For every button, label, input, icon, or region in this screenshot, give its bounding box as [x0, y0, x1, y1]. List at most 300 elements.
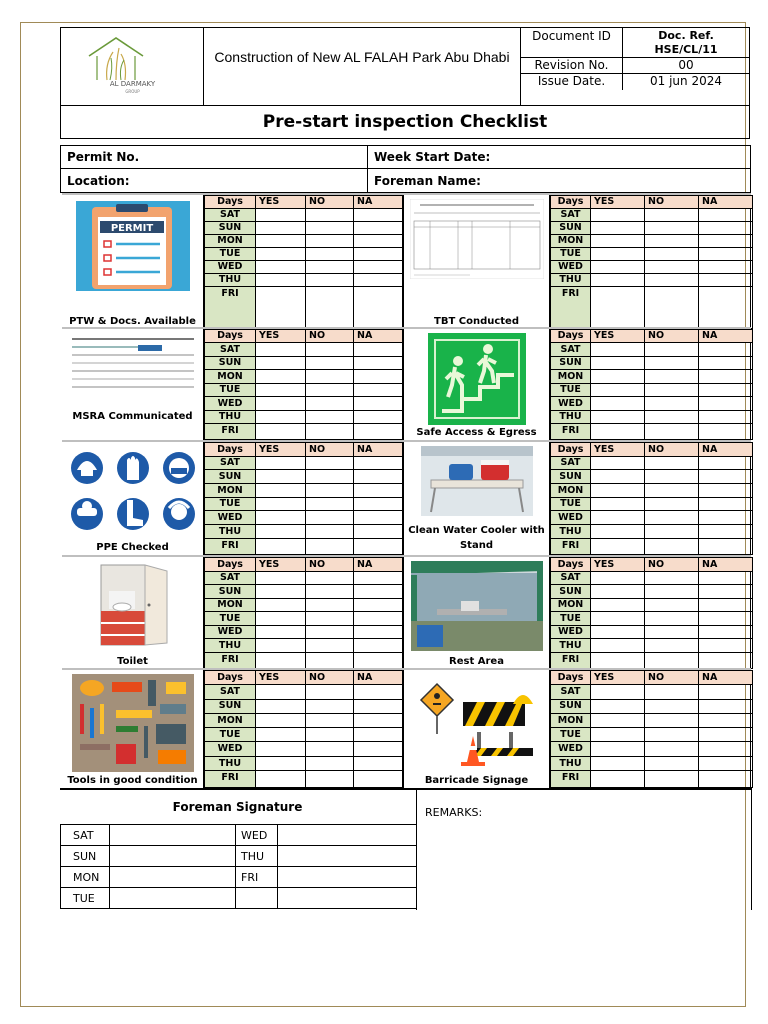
no-cell[interactable]	[645, 713, 699, 727]
na-cell[interactable]	[354, 248, 403, 261]
yes-cell[interactable]	[256, 397, 306, 410]
na-cell[interactable]	[699, 756, 753, 770]
day-label: TUE	[551, 728, 591, 742]
no-cell[interactable]	[645, 397, 699, 410]
na-cell[interactable]	[354, 343, 403, 356]
na-cell[interactable]	[699, 625, 753, 639]
item-rest-area	[404, 557, 549, 669]
yes-cell[interactable]	[591, 728, 645, 742]
no-cell[interactable]	[645, 456, 699, 470]
days-header: Days	[551, 330, 591, 343]
na-cell[interactable]	[699, 209, 753, 222]
day-label: WED	[551, 261, 591, 274]
no-cell[interactable]	[306, 598, 354, 612]
no-cell[interactable]	[306, 571, 354, 585]
na-cell[interactable]	[354, 742, 403, 756]
no-cell[interactable]	[645, 571, 699, 585]
na-cell[interactable]	[699, 370, 753, 383]
no-cell[interactable]	[306, 538, 354, 554]
yes-cell[interactable]	[591, 248, 645, 261]
foreman-signature-title: Foreman Signature	[172, 800, 303, 814]
no-cell[interactable]	[306, 484, 354, 498]
na-cell[interactable]	[354, 652, 403, 668]
yes-cell[interactable]	[256, 423, 306, 439]
sig-day-label	[236, 888, 278, 909]
yes-cell[interactable]	[256, 525, 306, 539]
na-cell[interactable]	[354, 209, 403, 222]
na-cell[interactable]	[354, 370, 403, 383]
na-cell[interactable]	[699, 248, 753, 261]
yes-cell[interactable]	[591, 598, 645, 612]
no-cell[interactable]	[306, 685, 354, 699]
na-cell[interactable]	[699, 397, 753, 410]
no-cell[interactable]	[306, 525, 354, 539]
na-header: NA	[354, 330, 403, 343]
yes-cell[interactable]	[256, 497, 306, 511]
day-label: SAT	[205, 209, 256, 222]
rest-area-icon	[411, 561, 543, 651]
na-cell[interactable]	[699, 598, 753, 612]
yes-cell[interactable]	[256, 699, 306, 713]
yes-cell[interactable]	[256, 639, 306, 653]
na-header: NA	[354, 558, 403, 572]
yes-cell[interactable]	[591, 274, 645, 287]
na-cell[interactable]	[699, 742, 753, 756]
na-cell[interactable]	[354, 383, 403, 396]
yes-cell[interactable]	[256, 511, 306, 525]
no-cell[interactable]	[306, 410, 354, 423]
yes-header: YES	[256, 443, 306, 457]
item-safe-access	[404, 329, 549, 440]
no-cell[interactable]	[645, 639, 699, 653]
no-cell[interactable]	[306, 383, 354, 396]
yes-header: YES	[591, 671, 645, 685]
no-cell[interactable]	[306, 652, 354, 668]
na-cell[interactable]	[699, 511, 753, 525]
yes-cell[interactable]	[591, 585, 645, 599]
day-label: MON	[205, 598, 256, 612]
na-cell[interactable]	[699, 274, 753, 287]
na-cell[interactable]	[354, 235, 403, 248]
yes-cell[interactable]	[591, 397, 645, 410]
no-cell[interactable]	[645, 356, 699, 369]
no-cell[interactable]	[645, 756, 699, 770]
no-cell[interactable]	[645, 699, 699, 713]
no-cell[interactable]	[306, 728, 354, 742]
day-label: TUE	[551, 612, 591, 626]
no-cell[interactable]	[645, 209, 699, 222]
day-label: SUN	[205, 356, 256, 369]
exit-stairs-icon	[428, 333, 526, 425]
na-cell[interactable]	[699, 423, 753, 439]
yes-cell[interactable]	[591, 356, 645, 369]
day-label: TUE	[205, 612, 256, 626]
yes-cell[interactable]	[256, 287, 306, 329]
no-cell[interactable]	[645, 235, 699, 248]
item-label: Rest Area	[449, 656, 504, 667]
day-label: FRI	[205, 770, 256, 787]
yes-cell[interactable]	[591, 383, 645, 396]
remarks-label: REMARKS:	[425, 806, 483, 819]
no-cell[interactable]	[645, 598, 699, 612]
no-cell[interactable]	[306, 699, 354, 713]
day-label: SAT	[205, 685, 256, 699]
day-label: TUE	[551, 497, 591, 511]
yes-cell[interactable]	[256, 770, 306, 787]
day-label: FRI	[551, 287, 591, 329]
sig-cell[interactable]	[278, 888, 417, 909]
yes-header: YES	[591, 330, 645, 343]
item-label: PPE Checked	[96, 542, 169, 553]
na-cell[interactable]	[354, 456, 403, 470]
na-cell[interactable]	[354, 497, 403, 511]
no-cell[interactable]	[645, 612, 699, 626]
sig-cell[interactable]	[110, 846, 236, 867]
na-header: NA	[699, 196, 753, 209]
days-table-rest-area	[549, 557, 751, 669]
no-cell[interactable]	[306, 756, 354, 770]
na-cell[interactable]	[354, 639, 403, 653]
foreman-name-label: Foreman Name:	[374, 173, 481, 188]
yes-cell[interactable]	[591, 343, 645, 356]
yes-cell[interactable]	[256, 261, 306, 274]
na-cell[interactable]	[354, 470, 403, 484]
na-cell[interactable]	[699, 410, 753, 423]
na-cell[interactable]	[699, 728, 753, 742]
day-label: FRI	[205, 287, 256, 329]
yes-cell[interactable]	[591, 639, 645, 653]
portable-toilet-icon	[97, 561, 169, 647]
na-cell[interactable]	[699, 525, 753, 539]
na-cell[interactable]	[699, 639, 753, 653]
na-cell[interactable]	[354, 484, 403, 498]
doc-id-row	[521, 28, 749, 58]
no-cell[interactable]	[306, 397, 354, 410]
yes-cell[interactable]	[256, 370, 306, 383]
day-label: WED	[551, 625, 591, 639]
no-cell[interactable]	[306, 248, 354, 261]
na-cell[interactable]	[354, 356, 403, 369]
no-cell[interactable]	[645, 484, 699, 498]
no-cell[interactable]	[306, 356, 354, 369]
no-cell[interactable]	[645, 585, 699, 599]
yes-cell[interactable]	[591, 287, 645, 329]
yes-cell[interactable]	[591, 713, 645, 727]
sig-cell[interactable]	[110, 867, 236, 888]
no-cell[interactable]	[645, 423, 699, 439]
day-label: WED	[551, 397, 591, 410]
yes-cell[interactable]	[256, 756, 306, 770]
yes-cell[interactable]	[256, 585, 306, 599]
na-cell[interactable]	[354, 598, 403, 612]
na-cell[interactable]	[699, 287, 753, 329]
remarks-field[interactable]	[416, 790, 752, 910]
no-cell[interactable]	[306, 497, 354, 511]
no-cell[interactable]	[645, 274, 699, 287]
msra-document-icon	[70, 333, 196, 397]
no-cell[interactable]	[306, 274, 354, 287]
no-cell[interactable]	[306, 713, 354, 727]
no-cell[interactable]	[306, 423, 354, 439]
yes-cell[interactable]	[256, 484, 306, 498]
na-cell[interactable]	[354, 612, 403, 626]
yes-header: YES	[256, 196, 306, 209]
no-cell[interactable]	[645, 685, 699, 699]
sig-cell[interactable]	[110, 888, 236, 909]
na-cell[interactable]	[354, 410, 403, 423]
day-label: SAT	[551, 685, 591, 699]
no-cell[interactable]	[645, 410, 699, 423]
no-cell[interactable]	[645, 525, 699, 539]
days-header: Days	[205, 671, 256, 685]
day-label: WED	[205, 511, 256, 525]
na-cell[interactable]	[699, 585, 753, 599]
yes-cell[interactable]	[256, 209, 306, 222]
na-cell[interactable]	[354, 585, 403, 599]
barricade-signage-icon	[415, 674, 539, 768]
na-cell[interactable]	[699, 699, 753, 713]
na-cell[interactable]	[354, 423, 403, 439]
na-cell[interactable]	[354, 571, 403, 585]
days-table-ptw	[203, 195, 404, 329]
yes-cell[interactable]	[591, 470, 645, 484]
na-cell[interactable]	[354, 511, 403, 525]
checklist-section	[62, 668, 751, 788]
item-barricade	[404, 670, 549, 788]
yes-cell[interactable]	[591, 410, 645, 423]
no-cell[interactable]	[645, 652, 699, 668]
day-label: THU	[205, 525, 256, 539]
na-cell[interactable]	[354, 274, 403, 287]
day-label: SAT	[205, 571, 256, 585]
yes-cell[interactable]	[591, 497, 645, 511]
na-cell[interactable]	[699, 652, 753, 668]
na-cell[interactable]	[354, 713, 403, 727]
no-header: NO	[645, 443, 699, 457]
yes-cell[interactable]	[591, 756, 645, 770]
no-cell[interactable]	[306, 585, 354, 599]
no-cell[interactable]	[306, 343, 354, 356]
yes-cell[interactable]	[591, 699, 645, 713]
yes-cell[interactable]	[591, 370, 645, 383]
na-cell[interactable]	[354, 287, 403, 329]
sig-cell[interactable]	[278, 825, 417, 846]
yes-cell[interactable]	[256, 625, 306, 639]
na-cell[interactable]	[699, 383, 753, 396]
yes-cell[interactable]	[591, 423, 645, 439]
no-header: NO	[306, 330, 354, 343]
yes-cell[interactable]	[591, 209, 645, 222]
yes-cell[interactable]	[256, 235, 306, 248]
yes-cell[interactable]	[591, 685, 645, 699]
sig-cell[interactable]	[278, 846, 417, 867]
yes-cell[interactable]	[256, 598, 306, 612]
yes-cell[interactable]	[591, 525, 645, 539]
day-label: SUN	[205, 470, 256, 484]
yes-cell[interactable]	[591, 742, 645, 756]
yes-cell[interactable]	[256, 343, 306, 356]
no-cell[interactable]	[645, 497, 699, 511]
yes-cell[interactable]	[256, 652, 306, 668]
na-cell[interactable]	[699, 770, 753, 787]
day-label: THU	[551, 410, 591, 423]
no-cell[interactable]	[306, 612, 354, 626]
na-cell[interactable]	[699, 484, 753, 498]
na-cell[interactable]	[699, 497, 753, 511]
sig-cell[interactable]	[110, 825, 236, 846]
na-cell[interactable]	[354, 728, 403, 742]
no-cell[interactable]	[306, 470, 354, 484]
no-cell[interactable]	[306, 639, 354, 653]
na-cell[interactable]	[699, 235, 753, 248]
no-cell[interactable]	[306, 456, 354, 470]
na-cell[interactable]	[699, 456, 753, 470]
no-cell[interactable]	[645, 248, 699, 261]
day-label: THU	[551, 525, 591, 539]
no-cell[interactable]	[306, 235, 354, 248]
yes-header: YES	[256, 330, 306, 343]
item-msra	[62, 329, 203, 440]
yes-cell[interactable]	[591, 625, 645, 639]
day-label: SAT	[551, 343, 591, 356]
yes-cell[interactable]	[256, 612, 306, 626]
day-label: MON	[205, 484, 256, 498]
na-cell[interactable]	[699, 538, 753, 554]
day-label: MON	[551, 713, 591, 727]
day-label: SUN	[551, 470, 591, 484]
na-cell[interactable]	[354, 261, 403, 274]
yes-cell[interactable]	[591, 511, 645, 525]
na-cell[interactable]	[354, 222, 403, 235]
yes-cell[interactable]	[591, 571, 645, 585]
no-header: NO	[645, 671, 699, 685]
na-cell[interactable]	[699, 685, 753, 699]
na-cell[interactable]	[354, 756, 403, 770]
no-cell[interactable]	[306, 511, 354, 525]
yes-cell[interactable]	[256, 356, 306, 369]
no-cell[interactable]	[306, 287, 354, 329]
no-cell[interactable]	[645, 370, 699, 383]
day-label: WED	[205, 742, 256, 756]
yes-cell[interactable]	[256, 410, 306, 423]
foreman-name-field[interactable]	[368, 169, 750, 192]
no-cell[interactable]	[645, 625, 699, 639]
na-cell[interactable]	[354, 625, 403, 639]
location-field[interactable]	[61, 169, 368, 192]
yes-cell[interactable]	[591, 484, 645, 498]
na-cell[interactable]	[354, 770, 403, 787]
na-cell[interactable]	[699, 713, 753, 727]
sig-day-label: SUN	[61, 846, 110, 867]
na-cell[interactable]	[354, 525, 403, 539]
no-cell[interactable]	[306, 770, 354, 787]
na-cell[interactable]	[699, 261, 753, 274]
na-cell[interactable]	[354, 538, 403, 554]
sig-day-label: WED	[236, 825, 278, 846]
na-cell[interactable]	[699, 571, 753, 585]
no-cell[interactable]	[645, 383, 699, 396]
na-cell[interactable]	[699, 343, 753, 356]
yes-cell[interactable]	[591, 612, 645, 626]
no-cell[interactable]	[645, 538, 699, 554]
day-label: THU	[205, 756, 256, 770]
no-cell[interactable]	[645, 470, 699, 484]
yes-cell[interactable]	[256, 742, 306, 756]
item-toilet	[62, 557, 203, 669]
yes-cell[interactable]	[591, 652, 645, 668]
yes-cell[interactable]	[256, 571, 306, 585]
days-table-water-cooler	[549, 442, 751, 555]
revision-value: 00	[678, 58, 694, 72]
yes-cell[interactable]	[591, 261, 645, 274]
no-cell[interactable]	[645, 728, 699, 742]
issue-label: Issue Date.	[521, 74, 623, 90]
day-label: FRI	[205, 652, 256, 668]
day-label: FRI	[551, 652, 591, 668]
no-cell[interactable]	[645, 222, 699, 235]
na-header: NA	[354, 196, 403, 209]
yes-cell[interactable]	[256, 456, 306, 470]
no-cell[interactable]	[645, 343, 699, 356]
info-block	[60, 145, 751, 193]
yes-cell[interactable]	[256, 538, 306, 554]
no-cell[interactable]	[645, 742, 699, 756]
item-label: Safe Access & Egress	[416, 427, 537, 438]
no-cell[interactable]	[645, 287, 699, 329]
na-cell[interactable]	[699, 470, 753, 484]
na-cell[interactable]	[354, 397, 403, 410]
item-water-cooler	[404, 442, 549, 555]
no-cell[interactable]	[306, 625, 354, 639]
no-cell[interactable]	[645, 511, 699, 525]
yes-cell[interactable]	[256, 274, 306, 287]
yes-cell[interactable]	[591, 538, 645, 554]
item-tools	[62, 670, 203, 788]
yes-cell[interactable]	[591, 456, 645, 470]
no-cell[interactable]	[306, 370, 354, 383]
permit-no-field[interactable]	[61, 146, 368, 169]
week-start-field[interactable]	[368, 146, 750, 169]
yes-cell[interactable]	[591, 235, 645, 248]
na-cell[interactable]	[354, 699, 403, 713]
yes-cell[interactable]	[256, 222, 306, 235]
na-cell[interactable]	[354, 685, 403, 699]
no-cell[interactable]	[645, 261, 699, 274]
yes-cell[interactable]	[256, 383, 306, 396]
na-cell[interactable]	[699, 356, 753, 369]
permit-sign-text: PERMIT	[110, 223, 153, 234]
day-label: SAT	[551, 209, 591, 222]
yes-cell[interactable]	[256, 470, 306, 484]
yes-cell[interactable]	[256, 713, 306, 727]
no-cell[interactable]	[645, 770, 699, 787]
no-cell[interactable]	[306, 261, 354, 274]
item-label: Clean Water Cooler with Stand	[408, 525, 545, 551]
yes-cell[interactable]	[256, 248, 306, 261]
day-label: TUE	[551, 383, 591, 396]
yes-cell[interactable]	[591, 770, 645, 787]
yes-cell[interactable]	[256, 728, 306, 742]
yes-cell[interactable]	[256, 685, 306, 699]
no-cell[interactable]	[306, 209, 354, 222]
na-cell[interactable]	[699, 222, 753, 235]
yes-cell[interactable]	[591, 222, 645, 235]
sig-cell[interactable]	[278, 867, 417, 888]
no-cell[interactable]	[306, 222, 354, 235]
no-cell[interactable]	[306, 742, 354, 756]
na-cell[interactable]	[699, 612, 753, 626]
sig-day-label: FRI	[236, 867, 278, 888]
